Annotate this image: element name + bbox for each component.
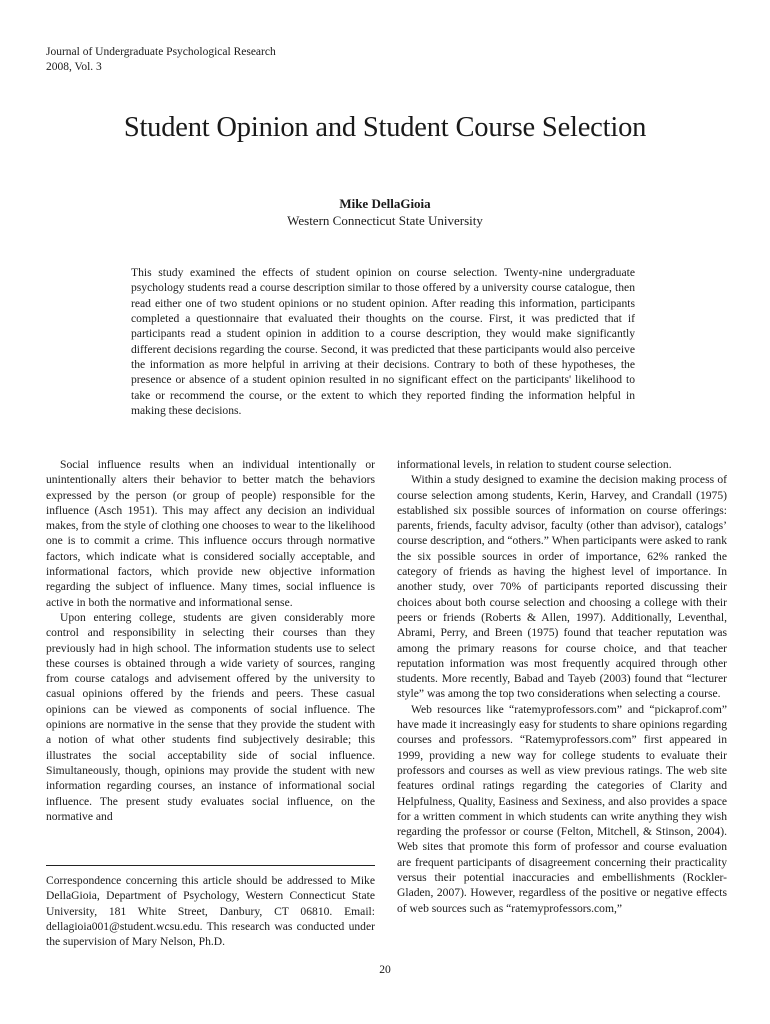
page-number: 20 (379, 963, 391, 976)
body-paragraph: Social influence results when an individual intentionally or unintentionally alters their behavior to better match the behaviors expressed by the person (or group of people) responsible for the influence (Asch 1951). This may affect any decision an individual makes, from the style of clothing one chooses to wear to the likelihood one is to commit a crime. This influence occurs through normative factors, which indicate what is considered socially acceptable, and informational factors, which provide new objective information regarding the subject of influence. Many times, social influence is active in both the normative and informational sense. (46, 458, 375, 609)
correspondence-footnote: Correspondence concerning this article should be addressed to Mike DellaGioia, Department of Psychology, Western Connecticut State University, 181 White Street, Danbury, CT 06810. Email: dellagioia001@student.wcsu.edu. This research was conducted under the supervision of Mary Nelson, Ph.D. (46, 874, 375, 949)
left-column (46, 457, 375, 824)
body-paragraph: Within a study designed to examine the decision making process of course selection among students, Kerin, Harvey, and Crandall (1975) established six possible sources of information on course offerings: parents, friends, faculty advisor, faculty (other than advisor), catalogs’ course description, and “others.” When participants were asked to rank the six possible sources in order of importance, 62% ranked the category of friends as having the highest level of importance. In another study, over 70% of participants reported discussing their choices about both course selection and choosing a college with their peers or friends (Roberts & Allen, 1997). Additionally, Leventhal, Abrami, Perry, and Breen (1975) found that teacher reputation was among the primary reasons for course choice, and that teacher reputation information was most frequently acquired through other students. More recently, Babad and Tayeb (2003) found that “lecturer style” was among the top two considerations when selecting a course. (397, 473, 727, 701)
body-paragraph: Web resources like “ratemyprofessors.com” and “pickaprof.com” have made it increasingly easy for students to share opinions regarding courses and professors. “Ratemyprofessors.com” first appeared in 1999, providing a new way for college students to evaluate their professors and courses as well as view previous ratings. The web site features ordinal ratings regarding the categories of Clarity and Helpfulness, Quality, Easiness and Sexiness, and also provides a space for a written comment in which students can write anything they wish regarding the professor or course (Felton, Mitchell, & Stinson, 2004). Web sites that promote this form of professor and course evaluation are frequent participants of disagreement concerning their practicality versus their potential inaccuracies and embellishments (Rockler-Gladen, 2007). However, regardless of the positive or negative effects of web sources such as “ratemyprofessors.com,” (397, 702, 727, 915)
paper-title: Student Opinion and Student Course Selection (123, 112, 647, 143)
body-paragraph: Upon entering college, students are given considerably more control and responsibility in selecting their courses than they previously had in high school. The information students use to select these courses is obtained through a wide variety of sources, ranging from course catalogs and advisement offered by the university to casual opinions offered by the friends and peers. These casual opinions can be viewed as components of social influence. The opinions are normative in the sense that they provide the student with a notion of what other students find subjectively desirable; this illustrates the social acceptability side of social influence. Simultaneously, though, opinions may provide the student with new information regarding courses, an instance of informational social influence. The present study evaluates social influence, on the normative and (46, 610, 375, 823)
body-paragraph: informational levels, in relation to student course selection. (397, 458, 672, 471)
footnote-divider (46, 865, 375, 866)
journal-header (46, 45, 276, 75)
right-column (397, 457, 727, 916)
journal-name: Journal of Undergraduate Psychological Research (46, 46, 276, 58)
abstract: This study examined the effects of student opinion on course selection. Twenty-nine undergraduate psychology students read a course description similar to those offered by a university course catalogue, then read either one of two student opinions or no student opinion. After reading this information, participants completed a questionnaire that evaluated their thoughts on the course. First, it was predicted that if participants read a student opinion in addition to a course description, they would make significantly different decisions regarding the course. Second, it was predicted that these participants would also perceive the information as more helpful in arriving at their decisions. Contrary to both of these hypotheses, the presence or absence of a student opinion resulted in no significant effect on the participants' likelihood to take or recommend the course, or the extent to which they reported finding the information helpful in making these decisions. (131, 266, 635, 418)
journal-volume: 2008, Vol. 3 (46, 61, 102, 73)
author-name: Mike DellaGioia (339, 196, 431, 211)
author-affiliation: Western Connecticut State University (287, 213, 483, 228)
